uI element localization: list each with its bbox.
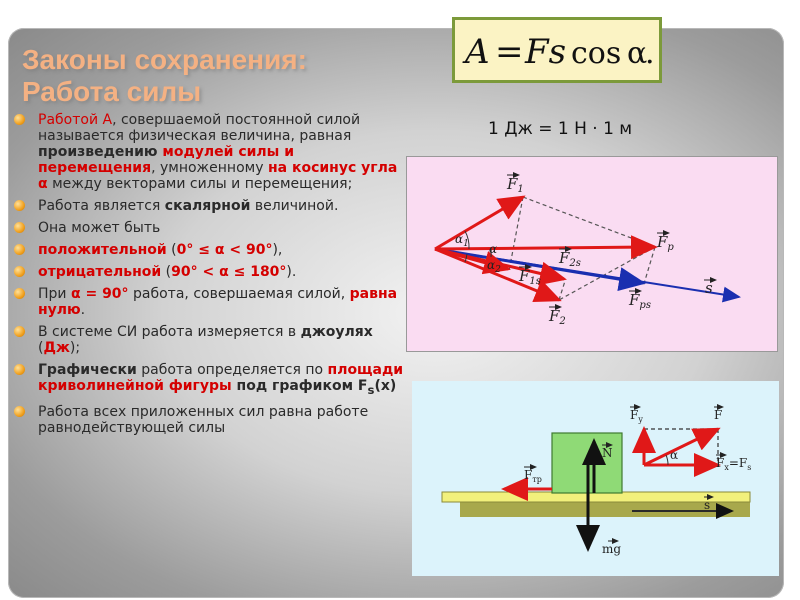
list-item bbox=[14, 264, 406, 280]
list-item bbox=[14, 220, 406, 236]
list-item bbox=[14, 242, 406, 258]
formula-fs: Fs bbox=[525, 32, 567, 72]
bullet-icon bbox=[14, 200, 25, 211]
alpha2-label: $\alpha_2$ bbox=[487, 258, 501, 275]
f1-vector bbox=[435, 197, 523, 249]
text-bold-red: 0° ≤ α < 90° bbox=[176, 242, 273, 258]
text-bold: джоулях bbox=[300, 324, 373, 340]
force-projection-diagram bbox=[406, 156, 778, 352]
text: ). bbox=[286, 264, 297, 280]
text: В системе СИ работа измеряется в bbox=[38, 324, 301, 340]
text-bold: скалярной bbox=[164, 198, 251, 214]
bullet-icon bbox=[14, 244, 25, 255]
bullet-icon bbox=[14, 114, 25, 125]
block-forces-diagram bbox=[412, 381, 779, 576]
joule-definition: 1 Дж = 1 Н · 1 м bbox=[488, 119, 633, 139]
friction-label: $F_{тр}$ bbox=[524, 468, 542, 484]
bullet-icon bbox=[14, 406, 25, 417]
text-bold-red: модулей силы и перемещения bbox=[38, 144, 295, 176]
formula-lhs: A bbox=[465, 32, 490, 72]
mg-label: mg bbox=[602, 542, 622, 556]
text: ( bbox=[161, 264, 172, 280]
text: Она может быть bbox=[38, 220, 161, 236]
work-formula bbox=[455, 20, 659, 80]
text: ( bbox=[166, 242, 177, 258]
text-bold-red: положительной bbox=[38, 242, 167, 258]
f-label: F bbox=[714, 408, 723, 422]
bullet-icon bbox=[14, 222, 25, 233]
text-bold: под графиком F bbox=[231, 378, 368, 394]
formula-dot: . bbox=[645, 36, 655, 71]
bullet-icon bbox=[14, 266, 25, 277]
list-item bbox=[14, 112, 406, 192]
text: между векторами силы и перемещения; bbox=[47, 176, 353, 192]
list-item bbox=[14, 404, 406, 436]
list-item bbox=[14, 324, 406, 356]
text-bold: произведению bbox=[38, 144, 163, 160]
text-bold-red: равна нулю bbox=[38, 286, 398, 318]
n-label: N bbox=[602, 446, 613, 460]
title-line-2: Работа силы bbox=[22, 76, 202, 107]
f2s-label: $F_{2s}$ bbox=[559, 249, 581, 269]
vector-overbars bbox=[507, 175, 716, 307]
text-bold: (x) bbox=[374, 378, 397, 394]
f1-label: $F_1$ bbox=[507, 175, 524, 195]
text: При bbox=[38, 286, 71, 302]
text-bold: Графически bbox=[38, 362, 137, 378]
formula-equals: = bbox=[495, 32, 524, 72]
fx-fs-label: $F_x=F_s$ bbox=[716, 456, 752, 472]
text: , умноженному bbox=[151, 160, 268, 176]
list-item bbox=[14, 362, 406, 398]
text-bold-red: площади криволинейной фигуры bbox=[38, 362, 404, 394]
applied-force-vector bbox=[644, 429, 718, 465]
text: , совершаемой постоянной силой называется физическая величина, равная bbox=[38, 112, 361, 144]
text: . bbox=[80, 302, 86, 318]
fy-label: $F_y$ bbox=[630, 408, 643, 424]
list-item bbox=[14, 198, 406, 214]
s-label: s bbox=[705, 279, 713, 297]
f1s-label: $F_{1s}$ bbox=[519, 267, 541, 287]
formula-cos: cos bbox=[571, 36, 622, 71]
bullet-icon bbox=[14, 326, 25, 337]
slide-title bbox=[22, 44, 422, 108]
text-bold-red: α = 90° bbox=[70, 286, 129, 302]
text: работа, совершаемая силой, bbox=[128, 286, 350, 302]
text-bold-red: Дж bbox=[43, 340, 70, 356]
text: ); bbox=[69, 340, 81, 356]
text-bold-red: на косинус угла α bbox=[38, 160, 398, 192]
bullet-icon bbox=[14, 288, 25, 299]
text: ), bbox=[272, 242, 283, 258]
formula-alpha: α bbox=[627, 36, 648, 71]
text: величиной. bbox=[250, 198, 339, 214]
text-bold-red: 90° < α ≤ 180° bbox=[171, 264, 287, 280]
fps-label: $F_{рs}$ bbox=[629, 291, 651, 311]
text-red: Работой А bbox=[38, 112, 113, 128]
alpha1-label: $\alpha_1$ bbox=[455, 232, 469, 249]
f2-label: $F_2$ bbox=[549, 307, 566, 327]
list-item bbox=[14, 286, 406, 318]
text: Работа всех приложенных сил равна работе равнодействующей силы bbox=[38, 403, 369, 436]
text-bold: s bbox=[367, 382, 375, 397]
formula-box bbox=[452, 17, 662, 83]
text: ( bbox=[38, 340, 44, 356]
bullet-list bbox=[14, 112, 406, 442]
bullet-icon bbox=[14, 364, 25, 375]
text-bold-red: отрицательной bbox=[38, 264, 162, 280]
alpha-label: α bbox=[670, 448, 679, 462]
text: работа определяется по bbox=[136, 362, 328, 378]
title-line-1: Законы сохранения: bbox=[22, 44, 307, 75]
alpha-label: α bbox=[489, 242, 498, 256]
resultant-label: $F_р$ bbox=[657, 233, 674, 253]
s-label: s bbox=[704, 498, 711, 512]
text: Работа является bbox=[38, 198, 165, 214]
